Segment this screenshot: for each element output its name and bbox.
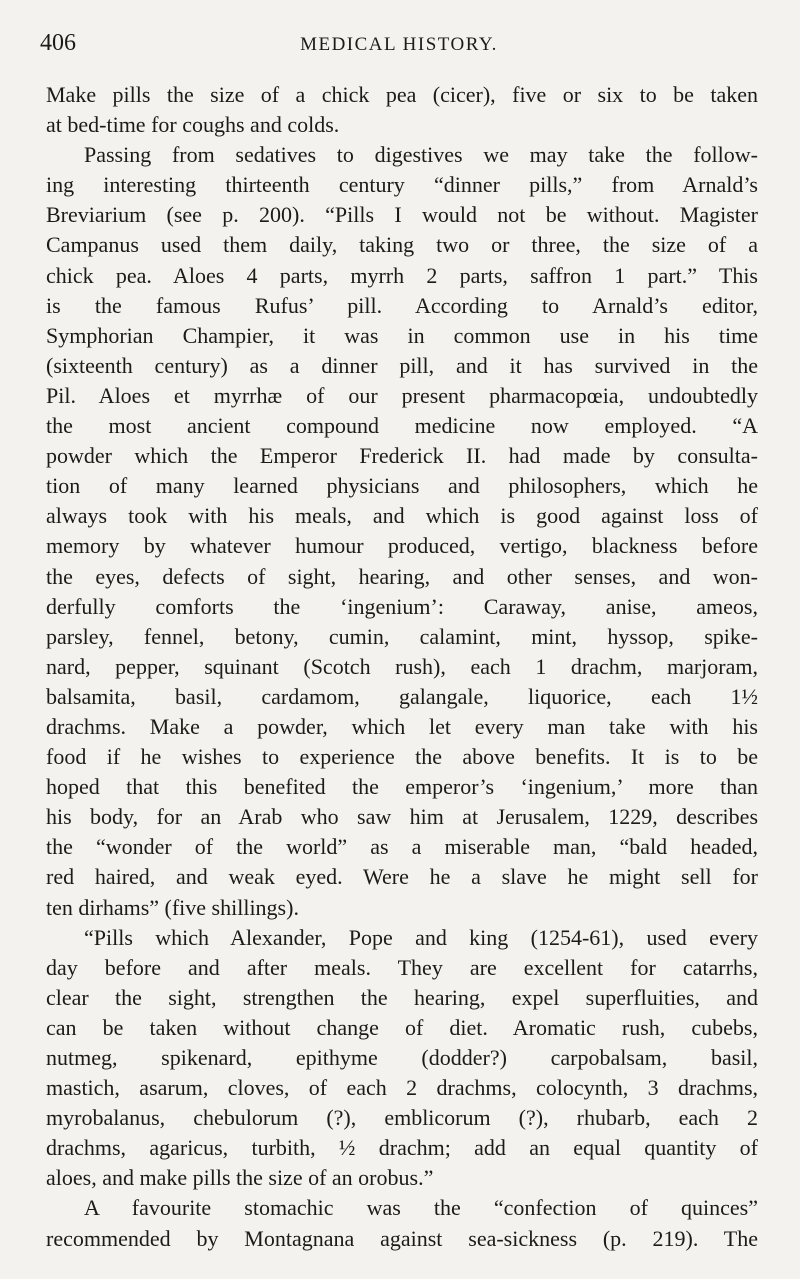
text-line: hoped that this benefited the emperor’s ‘ingenium,’ more than bbox=[46, 774, 758, 800]
text-line: Pil. Aloes et myrrhæ of our present pharmacopœia, undoubtedly bbox=[46, 382, 758, 408]
text-line: at bed-time for coughs and colds. bbox=[46, 112, 340, 138]
text-line: Symphorian Champier, it was in common use in his time bbox=[46, 322, 758, 348]
text-line: Passing from sedatives to digestives we may take the follow- bbox=[84, 142, 758, 168]
text-line: powder which the Emperor Frederick II. had made by consulta- bbox=[46, 443, 758, 469]
text-line: day before and after meals. They are excellent for catarrhs, bbox=[46, 954, 758, 980]
text-line: balsamita, basil, cardamom, galangale, liquorice, each 1½ bbox=[46, 683, 758, 709]
text-line: nutmeg, spikenard, epithyme (dodder?) carpobalsam, basil, bbox=[46, 1045, 758, 1070]
text-line: the most ancient compound medicine now employed. “A bbox=[46, 413, 758, 439]
page-number: 406 bbox=[40, 30, 76, 56]
text-line: always took with his meals, and which is good against loss of bbox=[46, 503, 758, 529]
text-line: aloes, and make pills the size of an orobus.” bbox=[46, 1165, 434, 1191]
text-line: clear the sight, strengthen the hearing, expel superfluities, and bbox=[46, 984, 758, 1010]
text-line: is the famous Rufus’ pill. According to Arnald’s editor, bbox=[46, 292, 758, 318]
text-line: drachms, agaricus, turbith, ½ drachm; add an equal quantity of bbox=[46, 1135, 758, 1161]
text-line: the “wonder of the world” as a miserable man, “bald headed, bbox=[46, 834, 758, 860]
text-line: recommended by Montagnana against sea-sickness (p. 219). The bbox=[46, 1225, 758, 1251]
text-line: Campanus used them daily, taking two or three, the size of a bbox=[46, 232, 758, 258]
text-line: A favourite stomachic was the “confection of quinces” bbox=[84, 1195, 758, 1221]
running-head: MEDICAL HISTORY. bbox=[300, 34, 498, 55]
text-line: tion of many learned physicians and philosophers, which he bbox=[46, 473, 758, 499]
text-line: parsley, fennel, betony, cumin, calamint, mint, hyssop, spike- bbox=[46, 623, 758, 649]
text-line: nard, pepper, squinant (Scotch rush), each 1 drachm, marjoram, bbox=[46, 653, 758, 679]
text-line: mastich, asarum, cloves, of each 2 drachms, colocynth, 3 drachms, bbox=[46, 1075, 758, 1101]
text-line: “Pills which Alexander, Pope and king (1254-61), used every bbox=[84, 924, 758, 950]
text-line: the eyes, defects of sight, hearing, and other senses, and won- bbox=[46, 563, 758, 589]
text-line: derfully comforts the ‘ingenium’: Caraway, anise, ameos, bbox=[46, 593, 758, 619]
text-line: chick pea. Aloes 4 parts, myrrh 2 parts, saffron 1 part.” This bbox=[46, 262, 758, 288]
text-line: ing interesting thirteenth century “dinner pills,” from Arnald’s bbox=[46, 172, 758, 198]
text-line: food if he wishes to experience the above benefits. It is to be bbox=[46, 744, 758, 770]
text-line: memory by whatever humour produced, vertigo, blackness before bbox=[46, 533, 758, 559]
body-text bbox=[46, 80, 758, 1254]
text-line: can be taken without change of diet. Aromatic rush, cubebs, bbox=[46, 1014, 758, 1040]
text-line: red haired, and weak eyed. Were he a slave he might sell for bbox=[46, 864, 758, 890]
text-line: ten dirhams” (five shillings). bbox=[46, 894, 299, 920]
text-line: myrobalanus, chebulorum (?), emblicorum (?), rhubarb, each 2 bbox=[46, 1105, 758, 1131]
text-line: his body, for an Arab who saw him at Jerusalem, 1229, describes bbox=[46, 804, 758, 830]
text-line: Make pills the size of a chick pea (cicer), five or six to be taken bbox=[46, 82, 758, 107]
text-line: Breviarium (see p. 200). “Pills I would not be without. Magister bbox=[46, 202, 758, 228]
page-header bbox=[40, 30, 758, 60]
text-line: drachms. Make a powder, which let every man take with his bbox=[46, 713, 758, 739]
text-line: (sixteenth century) as a dinner pill, and it has survived in the bbox=[46, 352, 758, 378]
